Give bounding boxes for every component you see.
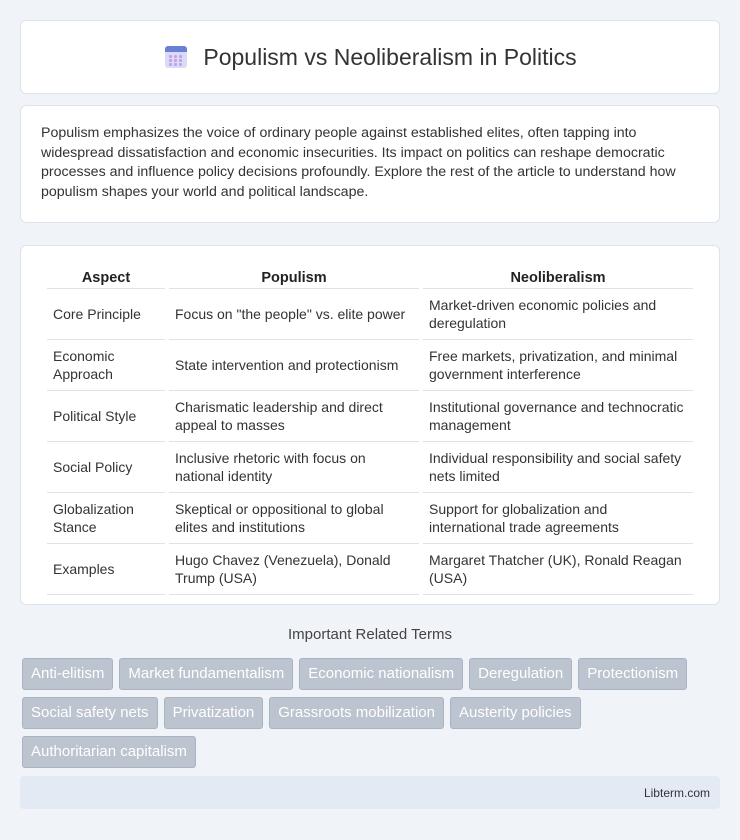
page-title: Populism vs Neoliberalism in Politics (203, 43, 577, 70)
related-term-tag[interactable]: Austerity policies (450, 697, 581, 729)
table-cell: Individual responsibility and social safety nets limited (423, 441, 693, 492)
footer (20, 776, 720, 809)
table-cell: Social Policy (47, 441, 165, 492)
table-row (47, 339, 693, 390)
table-cell: Economic Approach (47, 339, 165, 390)
related-term-tag[interactable]: Protectionism (578, 658, 687, 690)
related-term-tag[interactable]: Economic nationalism (299, 658, 463, 690)
table-cell: State intervention and protectionism (169, 339, 419, 390)
related-term-tag[interactable]: Authoritarian capitalism (22, 736, 196, 768)
related-term-tag[interactable]: Deregulation (469, 658, 572, 690)
table-icon (163, 44, 189, 70)
table-cell: Core Principle (47, 288, 165, 339)
table-cell: Inclusive rhetoric with focus on national identity (169, 441, 419, 492)
table-header-row (47, 266, 693, 288)
table-cell: Institutional governance and technocratic management (423, 390, 693, 441)
table-cell: Political Style (47, 390, 165, 441)
table-cell: Skeptical or oppositional to global elites and institutions (169, 492, 419, 543)
comparison-table (43, 266, 697, 595)
related-term-tag[interactable]: Anti-elitism (22, 658, 113, 690)
table-header: Populism (261, 270, 327, 286)
related-term-tag[interactable]: Grassroots mobilization (269, 697, 444, 729)
table-row (47, 441, 693, 492)
table-header: Aspect (81, 270, 131, 286)
intro-card (20, 105, 720, 223)
table-cell: Support for globalization and international trade agreements (423, 492, 693, 543)
table-row (47, 543, 693, 595)
table-cell: Hugo Chavez (Venezuela), Donald Trump (USA) (169, 543, 419, 595)
table-cell: Focus on "the people" vs. elite power (169, 288, 419, 339)
table-row (47, 288, 693, 339)
title-card (20, 20, 720, 94)
table-header: Neoliberalism (510, 270, 606, 286)
related-terms-list (22, 658, 722, 775)
table-cell: Market-driven economic policies and deregulation (423, 288, 693, 339)
table-row (47, 390, 693, 441)
table-cell: Free markets, privatization, and minimal government interference (423, 339, 693, 390)
table-cell: Globalization Stance (47, 492, 165, 543)
table-cell: Examples (47, 543, 165, 595)
related-terms-title: Important Related Terms (288, 626, 452, 643)
related-term-tag[interactable]: Social safety nets (22, 697, 158, 729)
comparison-table-card (20, 245, 720, 605)
table-cell: Margaret Thatcher (UK), Ronald Reagan (USA) (423, 543, 693, 595)
table-row (47, 492, 693, 543)
footer-site-link[interactable]: Libterm.com (643, 785, 710, 800)
intro-text: Populism emphasizes the voice of ordinary people against established elites, often tapping into widespread dissatisfaction and economic insecurities. Its impact on politics can reshape democratic processes and influence policy decisions profoundly. Explore the rest of the article to understand how populism shapes your world and political landscape. (41, 125, 676, 200)
table-cell: Charismatic leadership and direct appeal to masses (169, 390, 419, 441)
related-term-tag[interactable]: Privatization (164, 697, 264, 729)
related-term-tag[interactable]: Market fundamentalism (119, 658, 293, 690)
